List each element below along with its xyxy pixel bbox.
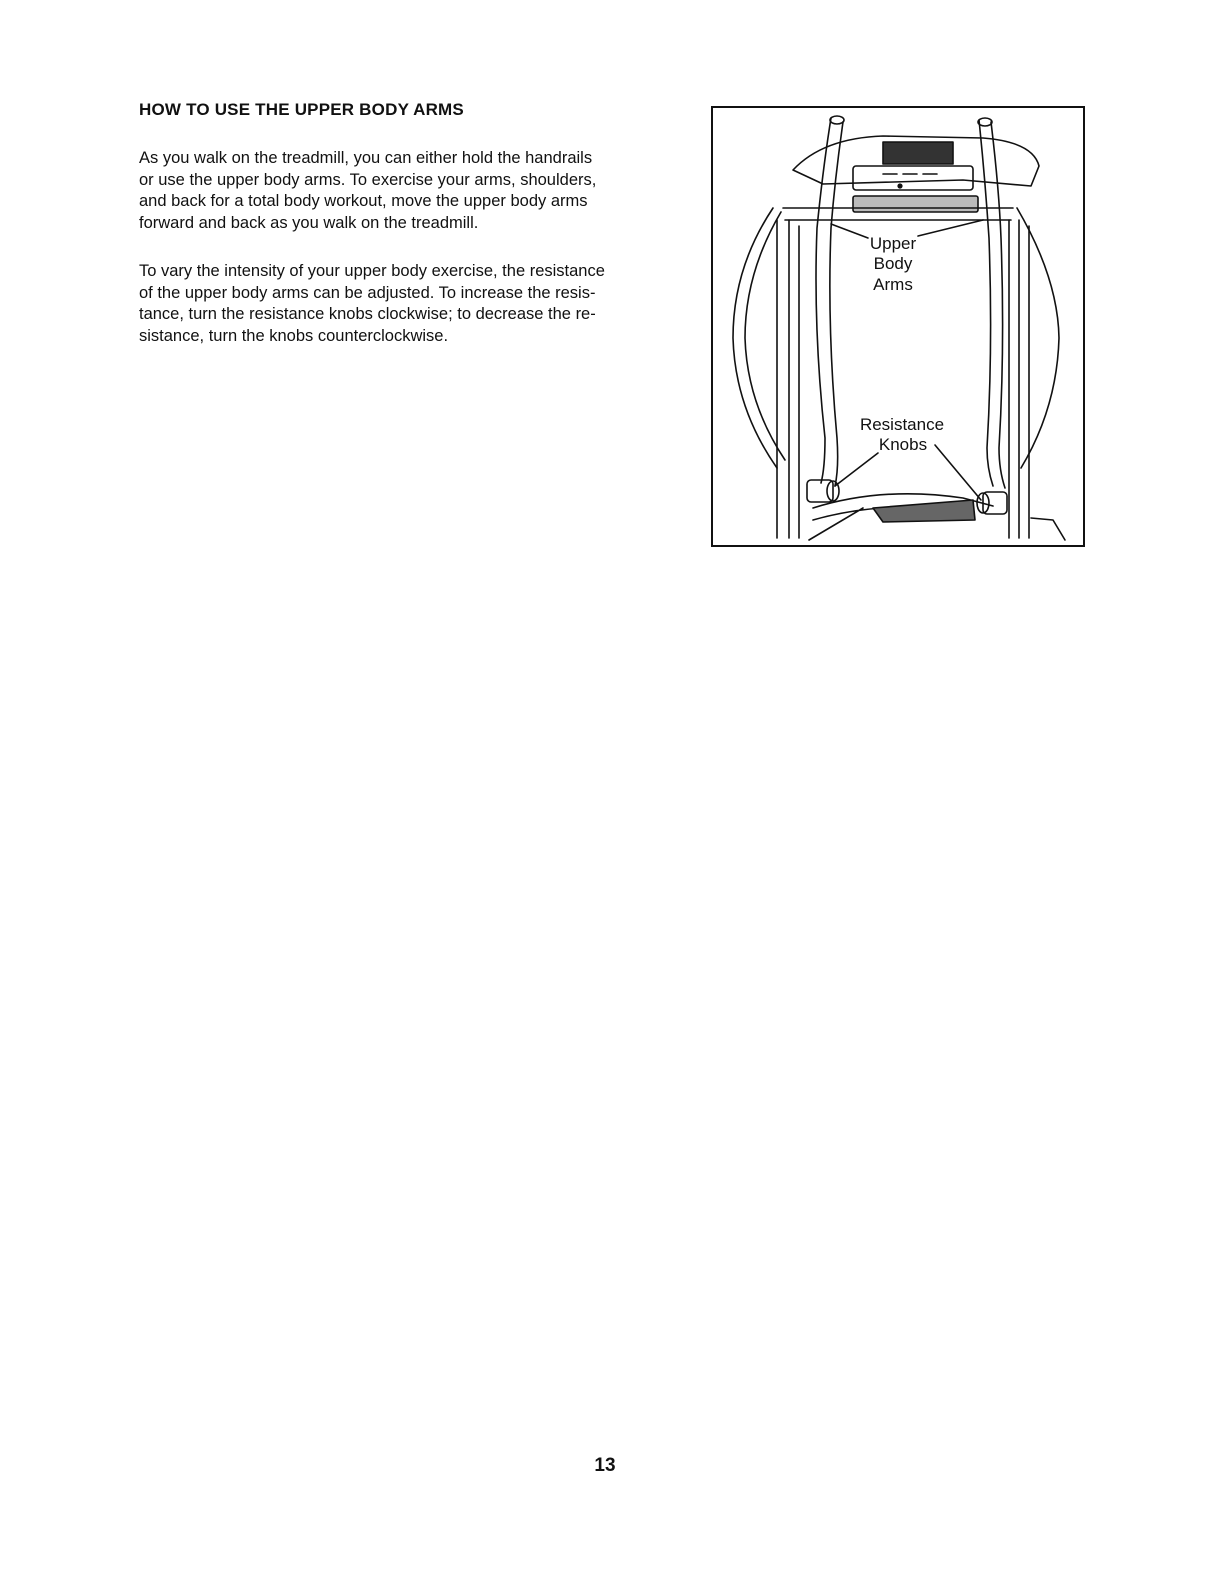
frame-upright-right (1009, 220, 1029, 538)
label-knobs: Knobs (878, 435, 928, 454)
page-number: 13 (594, 1455, 616, 1476)
treadmill-illustration (711, 106, 1085, 547)
paragraph-line: To vary the intensity of your upper body exercise, the resistance (139, 262, 605, 280)
paragraph-line: forward and back as you walk on the treadmill. (139, 213, 479, 232)
paragraph-usage (139, 148, 679, 234)
base-right (1031, 518, 1065, 540)
treadmill-drawing (713, 108, 1083, 545)
leader-knob-left (835, 453, 878, 486)
paragraph-line: sistance, turn the knobs counterclockwise. (139, 326, 449, 345)
console-display (853, 166, 973, 190)
paragraph-line: tance, turn the resistance knobs clockwise; to decrease the re- (139, 305, 596, 323)
section-heading: HOW TO USE THE UPPER BODY ARMS (139, 100, 464, 119)
paragraph-line: As you walk on the treadmill, you can either hold the handrails (139, 149, 593, 167)
leader-upper-right (918, 220, 983, 236)
upper-body-arm-right (979, 120, 1005, 488)
console-speaker (883, 142, 953, 164)
label-arms: Arms (873, 275, 913, 294)
paragraph-resistance (139, 261, 679, 347)
label-body: Body (873, 254, 913, 273)
frame-upright-left (777, 220, 799, 538)
deck-motor-hood (873, 500, 975, 522)
handrail-right (1017, 208, 1059, 468)
console-keypad (853, 196, 978, 212)
upper-body-arm-left (816, 118, 843, 486)
paragraph-line: or use the upper body arms. To exercise your arms, shoulders, (139, 170, 597, 189)
label-resistance: Resistance (859, 415, 945, 434)
paragraph-line: and back for a total body workout, move the upper body arms (139, 192, 588, 210)
label-upper: Upper (869, 234, 917, 253)
paragraph-line: of the upper body arms can be adjusted. To increase the resis- (139, 283, 596, 302)
